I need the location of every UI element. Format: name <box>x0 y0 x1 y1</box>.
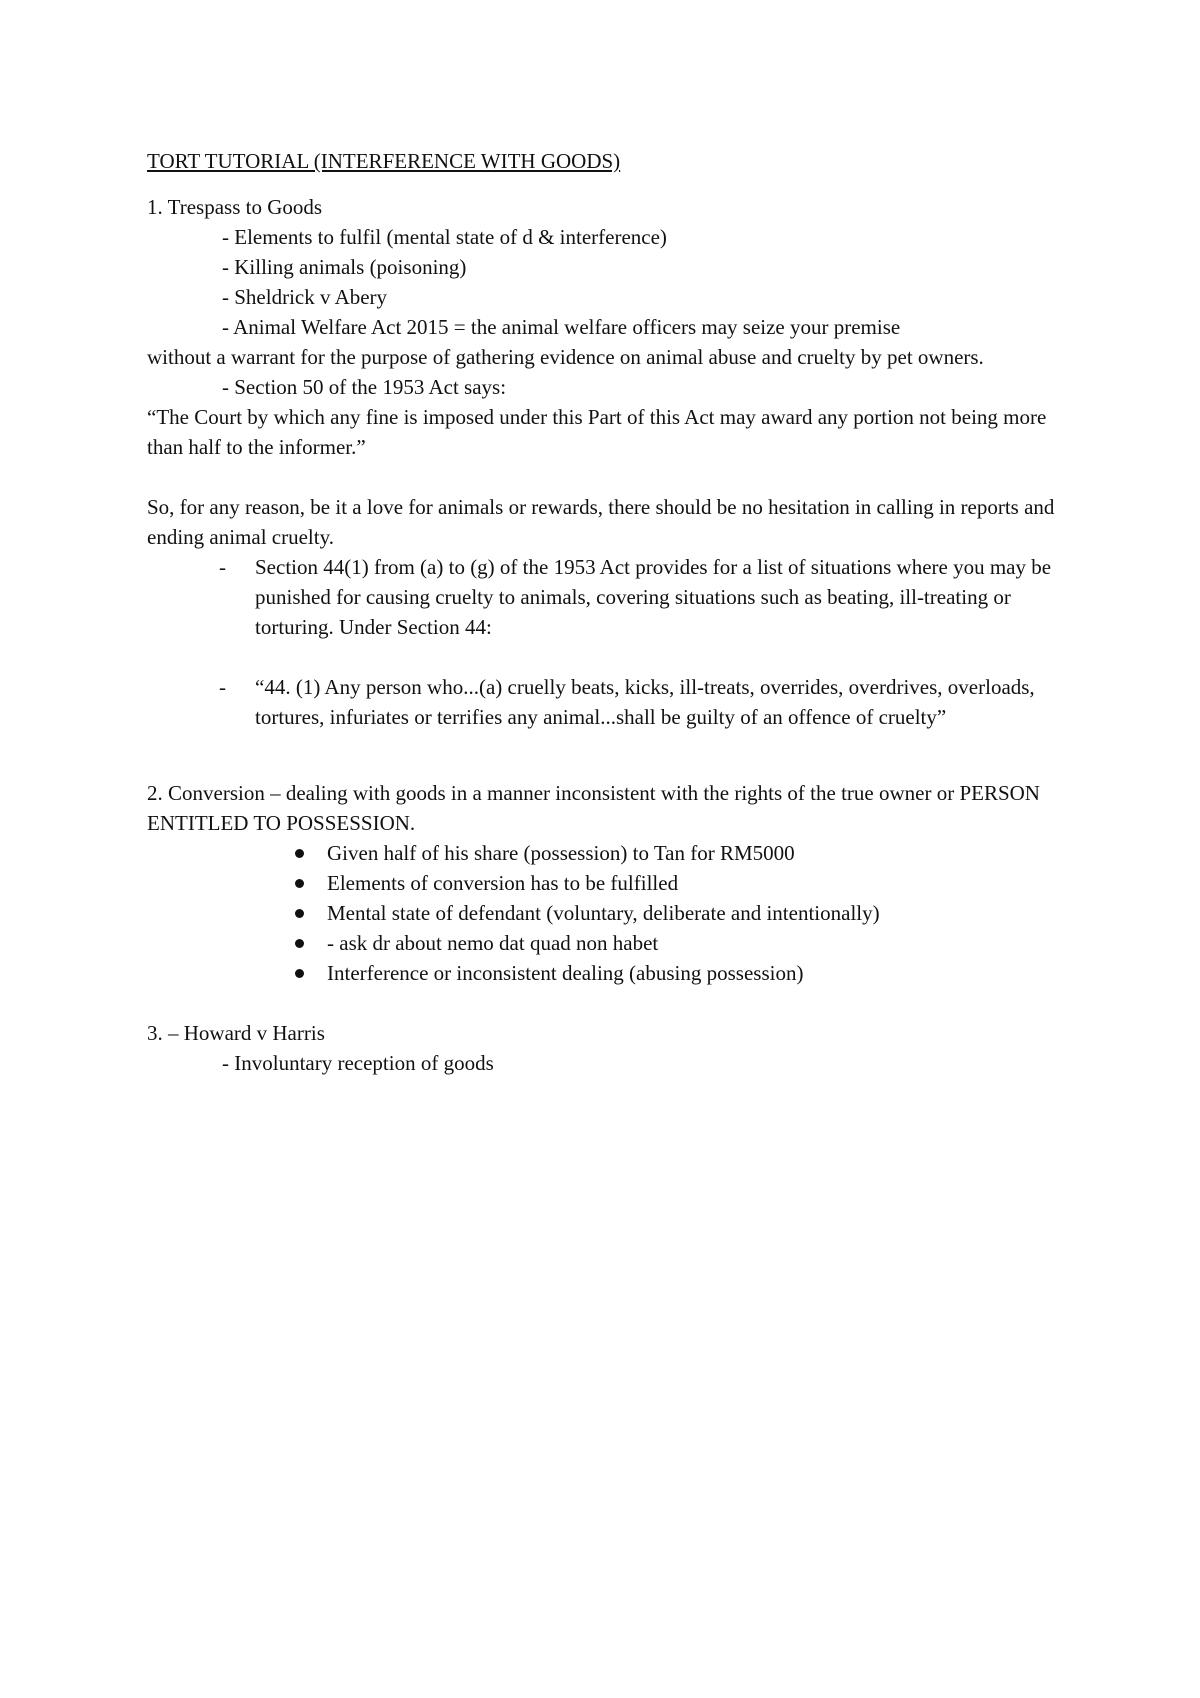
section3-heading: 3. – Howard v Harris <box>147 1021 325 1045</box>
document-title: TORT TUTORIAL (INTERFERENCE WITH GOODS) <box>147 149 621 173</box>
section44-item <box>147 552 1067 642</box>
spacer <box>147 642 1067 672</box>
animal-welfare-paragraph <box>147 312 1067 372</box>
spacer <box>147 732 1067 762</box>
section50-quote: “The Court by which any fine is imposed under this Part of this Act may award any portion not being more than half to the informer.” <box>147 405 1047 459</box>
dash-marker: - <box>219 675 226 699</box>
section1-point: - Elements to fulfil (mental state of d & interference) <box>222 225 667 249</box>
list-item <box>295 838 1067 868</box>
animal-welfare-rest: without a warrant for the purpose of gathering evidence on animal abuse and cruelty by pet owners. <box>147 345 984 369</box>
document-page <box>147 146 1067 1078</box>
section1-point: - Killing animals (poisoning) <box>222 255 467 279</box>
spacer <box>147 762 1067 778</box>
list-item <box>295 898 1067 928</box>
bullet-text: Interference or inconsistent dealing (abusing possession) <box>327 961 804 985</box>
conversion-bullet-list <box>147 838 1067 988</box>
bullet-icon <box>295 868 327 898</box>
bullet-text: Mental state of defendant (voluntary, deliberate and intentionally) <box>327 901 880 925</box>
list-item <box>295 868 1067 898</box>
animal-welfare-first-line: - Animal Welfare Act 2015 = the animal welfare officers may seize your premise <box>222 315 901 339</box>
conclusion-paragraph: So, for any reason, be it a love for animals or rewards, there should be no hesitation in calling in reports and ending animal cruelty. <box>147 495 1055 549</box>
section3-point: - Involuntary reception of goods <box>222 1051 494 1075</box>
bullet-text: Elements of conversion has to be fulfilled <box>327 871 679 895</box>
section2-heading: 2. Conversion – dealing with goods in a manner inconsistent with the rights of the true owner or PERSON ENTITLED TO POSSESSION. <box>147 781 1040 835</box>
section1-point: - Sheldrick v Abery <box>222 285 388 309</box>
section50-intro: - Section 50 of the 1953 Act says: <box>222 375 507 399</box>
bullet-icon <box>295 928 327 958</box>
spacer <box>147 462 1067 492</box>
bullet-text: - ask dr about nemo dat quad non habet <box>327 931 659 955</box>
section44-quote-item <box>147 672 1067 732</box>
bullet-icon <box>295 958 327 988</box>
list-item <box>295 928 1067 958</box>
bullet-icon <box>295 838 327 868</box>
bullet-icon <box>295 898 327 928</box>
spacer <box>147 988 1067 1018</box>
bullet-text: Given half of his share (possession) to Tan for RM5000 <box>327 841 795 865</box>
list-item <box>295 958 1067 988</box>
section1-heading: 1. Trespass to Goods <box>147 195 323 219</box>
section44-quote: “44. (1) Any person who...(a) cruelly beats, kicks, ill-treats, overrides, overdrives, overloads, tortures, infuriates or terrifies any animal...shall be guilty of an offence of cruelty” <box>255 675 1035 729</box>
dash-marker: - <box>219 555 226 579</box>
section44-text: Section 44(1) from (a) to (g) of the 1953 Act provides for a list of situations where you may be punished for causing cruelty to animals, covering situations such as beating, ill-treating or torturing. Under Section 44: <box>255 555 1052 639</box>
